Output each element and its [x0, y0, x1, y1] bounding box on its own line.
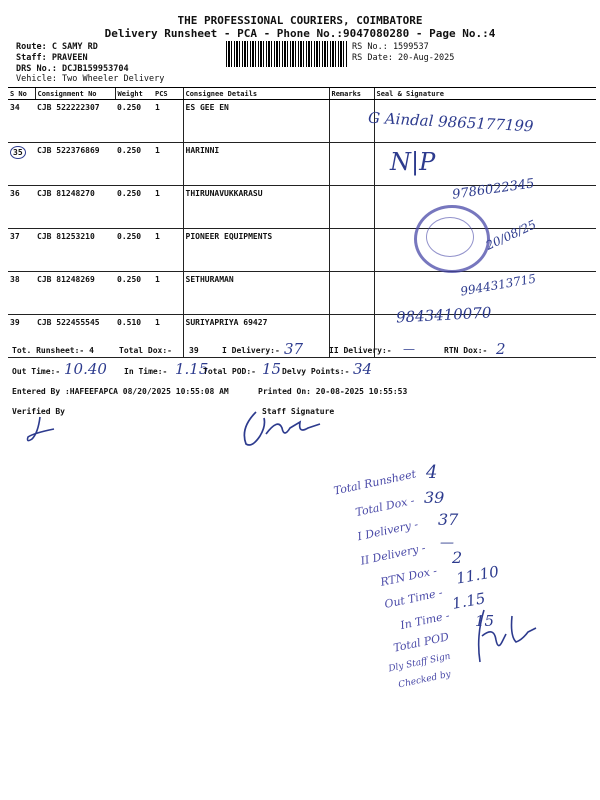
i-delivery-hand: 37: [284, 340, 304, 358]
stamp-ii-delivery-label: II Delivery -: [359, 541, 427, 568]
weight-cell: 0.250: [115, 100, 153, 143]
consignment-cell: CJB 522222307: [35, 100, 115, 143]
runsheet-subtitle: Delivery Runsheet - PCA - Phone No.:9047080280 - Page No.:4: [104, 27, 496, 40]
sno-cell: 39: [8, 315, 35, 358]
sno-circled: 35: [10, 146, 26, 159]
stamp-total-pod-value: 15: [475, 612, 495, 630]
pcs-cell: 1: [153, 186, 183, 229]
consignee-cell: THIRUNAVUKKARASU: [183, 186, 329, 229]
in-time-hand: 1.15: [175, 360, 209, 378]
col-sno: S No: [8, 88, 35, 100]
consignee-cell: SURIYAPRIYA 69427: [183, 315, 329, 358]
weight-cell: 0.250: [115, 272, 153, 315]
drs-label: DRS No.: DCJB159953704: [16, 64, 129, 74]
weight-cell: 0.510: [115, 315, 153, 358]
ii-delivery-hand: —: [403, 342, 415, 356]
in-time-label: In Time:-: [124, 367, 168, 376]
entered-by: Entered By :HAFEEFAPCA 08/20/2025 10:55:08 AM: [12, 387, 229, 396]
signature-row-35: N|P: [390, 148, 436, 176]
stamp-in-time-value: 1.15: [450, 589, 487, 613]
signature-row-39: 9843410070: [395, 303, 492, 327]
stamp-i-delivery-value: 37: [438, 510, 459, 529]
seal-inner-ring-icon: [426, 217, 474, 257]
remarks-cell: [329, 229, 374, 272]
col-consignee: Consignee Details: [183, 88, 329, 100]
stamp-total-runsheet-label: Total Runsheet: [332, 467, 418, 498]
stamp-rtn-dox-value: 2: [452, 548, 463, 567]
rs-number: RS No.: 1599537: [352, 42, 429, 52]
stamp-in-time-label: In Time -: [399, 608, 451, 633]
weight-cell: 0.250: [115, 143, 153, 186]
col-pcs: PCS: [153, 88, 183, 100]
consignee-cell: PIONEER EQUIPMENTS: [183, 229, 329, 272]
stamp-out-time-value: 11.10: [454, 562, 501, 588]
stamp-ii-delivery-value: —: [440, 535, 454, 551]
staff-label: Staff: PRAVEEN: [16, 53, 88, 63]
route-label: Route: C SAMY RD: [16, 42, 98, 52]
delvy-points-label: Delvy Points:-: [282, 367, 350, 376]
company-title: THE PROFESSIONAL COURIERS, COIMBATORE: [177, 14, 423, 27]
stamp-dly-sign-label: Dly Staff Sign: [387, 651, 452, 675]
col-consignment: Consignment No: [35, 88, 115, 100]
sno-cell: 38: [8, 272, 35, 315]
table-header-row: [8, 88, 596, 100]
rtn-dox-label: RTN Dox:-: [444, 346, 488, 355]
verified-by: Verified By: [12, 407, 65, 416]
delvy-points-hand: 34: [353, 360, 373, 378]
weight-cell: 0.250: [115, 186, 153, 229]
pcs-cell: 1: [153, 100, 183, 143]
pcs-cell: 1: [153, 315, 183, 358]
verified-signature-icon: [20, 415, 60, 445]
staff-signature-icon: [238, 408, 338, 453]
stamp-total-pod-label: Total POD: [392, 630, 451, 655]
total-pod-label: Total POD:-: [203, 367, 256, 376]
sno-cell: [8, 143, 35, 186]
col-remarks: Remarks: [329, 88, 374, 100]
consignment-cell: CJB 81248270: [35, 186, 115, 229]
i-delivery-label: I Delivery:-: [222, 346, 280, 355]
printed-on: Printed On: 20-08-2025 10:55:53: [258, 387, 408, 396]
out-time-hand: 10.40: [64, 360, 107, 378]
stamp-total-runsheet-value: 4: [426, 462, 438, 483]
total-dox-value: 39: [189, 346, 199, 355]
remarks-cell: [329, 143, 374, 186]
consignment-cell: CJB 81253210: [35, 229, 115, 272]
stamp-rtn-dox-label: RTN Dox -: [379, 564, 439, 589]
remarks-cell: [329, 272, 374, 315]
tot-runsheet: Tot. Runsheet:- 4: [12, 346, 94, 355]
stamp-total-dox-label: Total Dox -: [354, 493, 416, 520]
total-pod-hand: 15: [262, 360, 282, 378]
pcs-cell: 1: [153, 272, 183, 315]
rs-date: RS Date: 20-Aug-2025: [352, 53, 455, 63]
stamp-signature-icon: [472, 606, 542, 668]
total-dox-label: Total Dox:-: [119, 346, 172, 355]
signature-row-37: 20/08/25: [483, 217, 539, 253]
sno-cell: 34: [8, 100, 35, 143]
signature-row-38: 9944313715: [459, 271, 537, 299]
consignee-cell: ES GEE EN: [183, 100, 329, 143]
vehicle-label: Vehicle: Two Wheeler Delivery: [16, 74, 165, 84]
sno-cell: 37: [8, 229, 35, 272]
consignee-cell: SETHURAMAN: [183, 272, 329, 315]
stamp-total-runsheet: [333, 467, 418, 497]
barcode: [226, 41, 348, 67]
col-weight: Weight: [115, 88, 153, 100]
col-signature: Seal & Signature: [374, 88, 596, 100]
stamp-out-time-label: Out Time -: [383, 586, 444, 611]
rtn-dox-hand: 2: [496, 340, 506, 358]
pcs-cell: 1: [153, 229, 183, 272]
stamp-checked-label: Checked by: [397, 669, 452, 691]
weight-cell: 0.250: [115, 229, 153, 272]
consignment-cell: CJB 81248269: [35, 272, 115, 315]
remarks-cell: [329, 186, 374, 229]
consignment-cell: CJB 522455545: [35, 315, 115, 358]
out-time-label: Out Time:-: [12, 367, 61, 376]
sno-cell: 36: [8, 186, 35, 229]
consignee-cell: HARINNI: [183, 143, 329, 186]
signature-row-36: 9786022345: [451, 176, 536, 203]
consignment-cell: CJB 522376869: [35, 143, 115, 186]
pcs-cell: 1: [153, 143, 183, 186]
signature-row-34: G Aindal 9865177199: [367, 108, 534, 136]
stamp-i-delivery-label: I Delivery -: [356, 517, 420, 544]
ii-delivery-label: II Delivery:-: [329, 346, 392, 355]
stamp-total-dox-value: 39: [424, 488, 445, 507]
staff-signature-label: Staff Signature: [262, 407, 335, 416]
